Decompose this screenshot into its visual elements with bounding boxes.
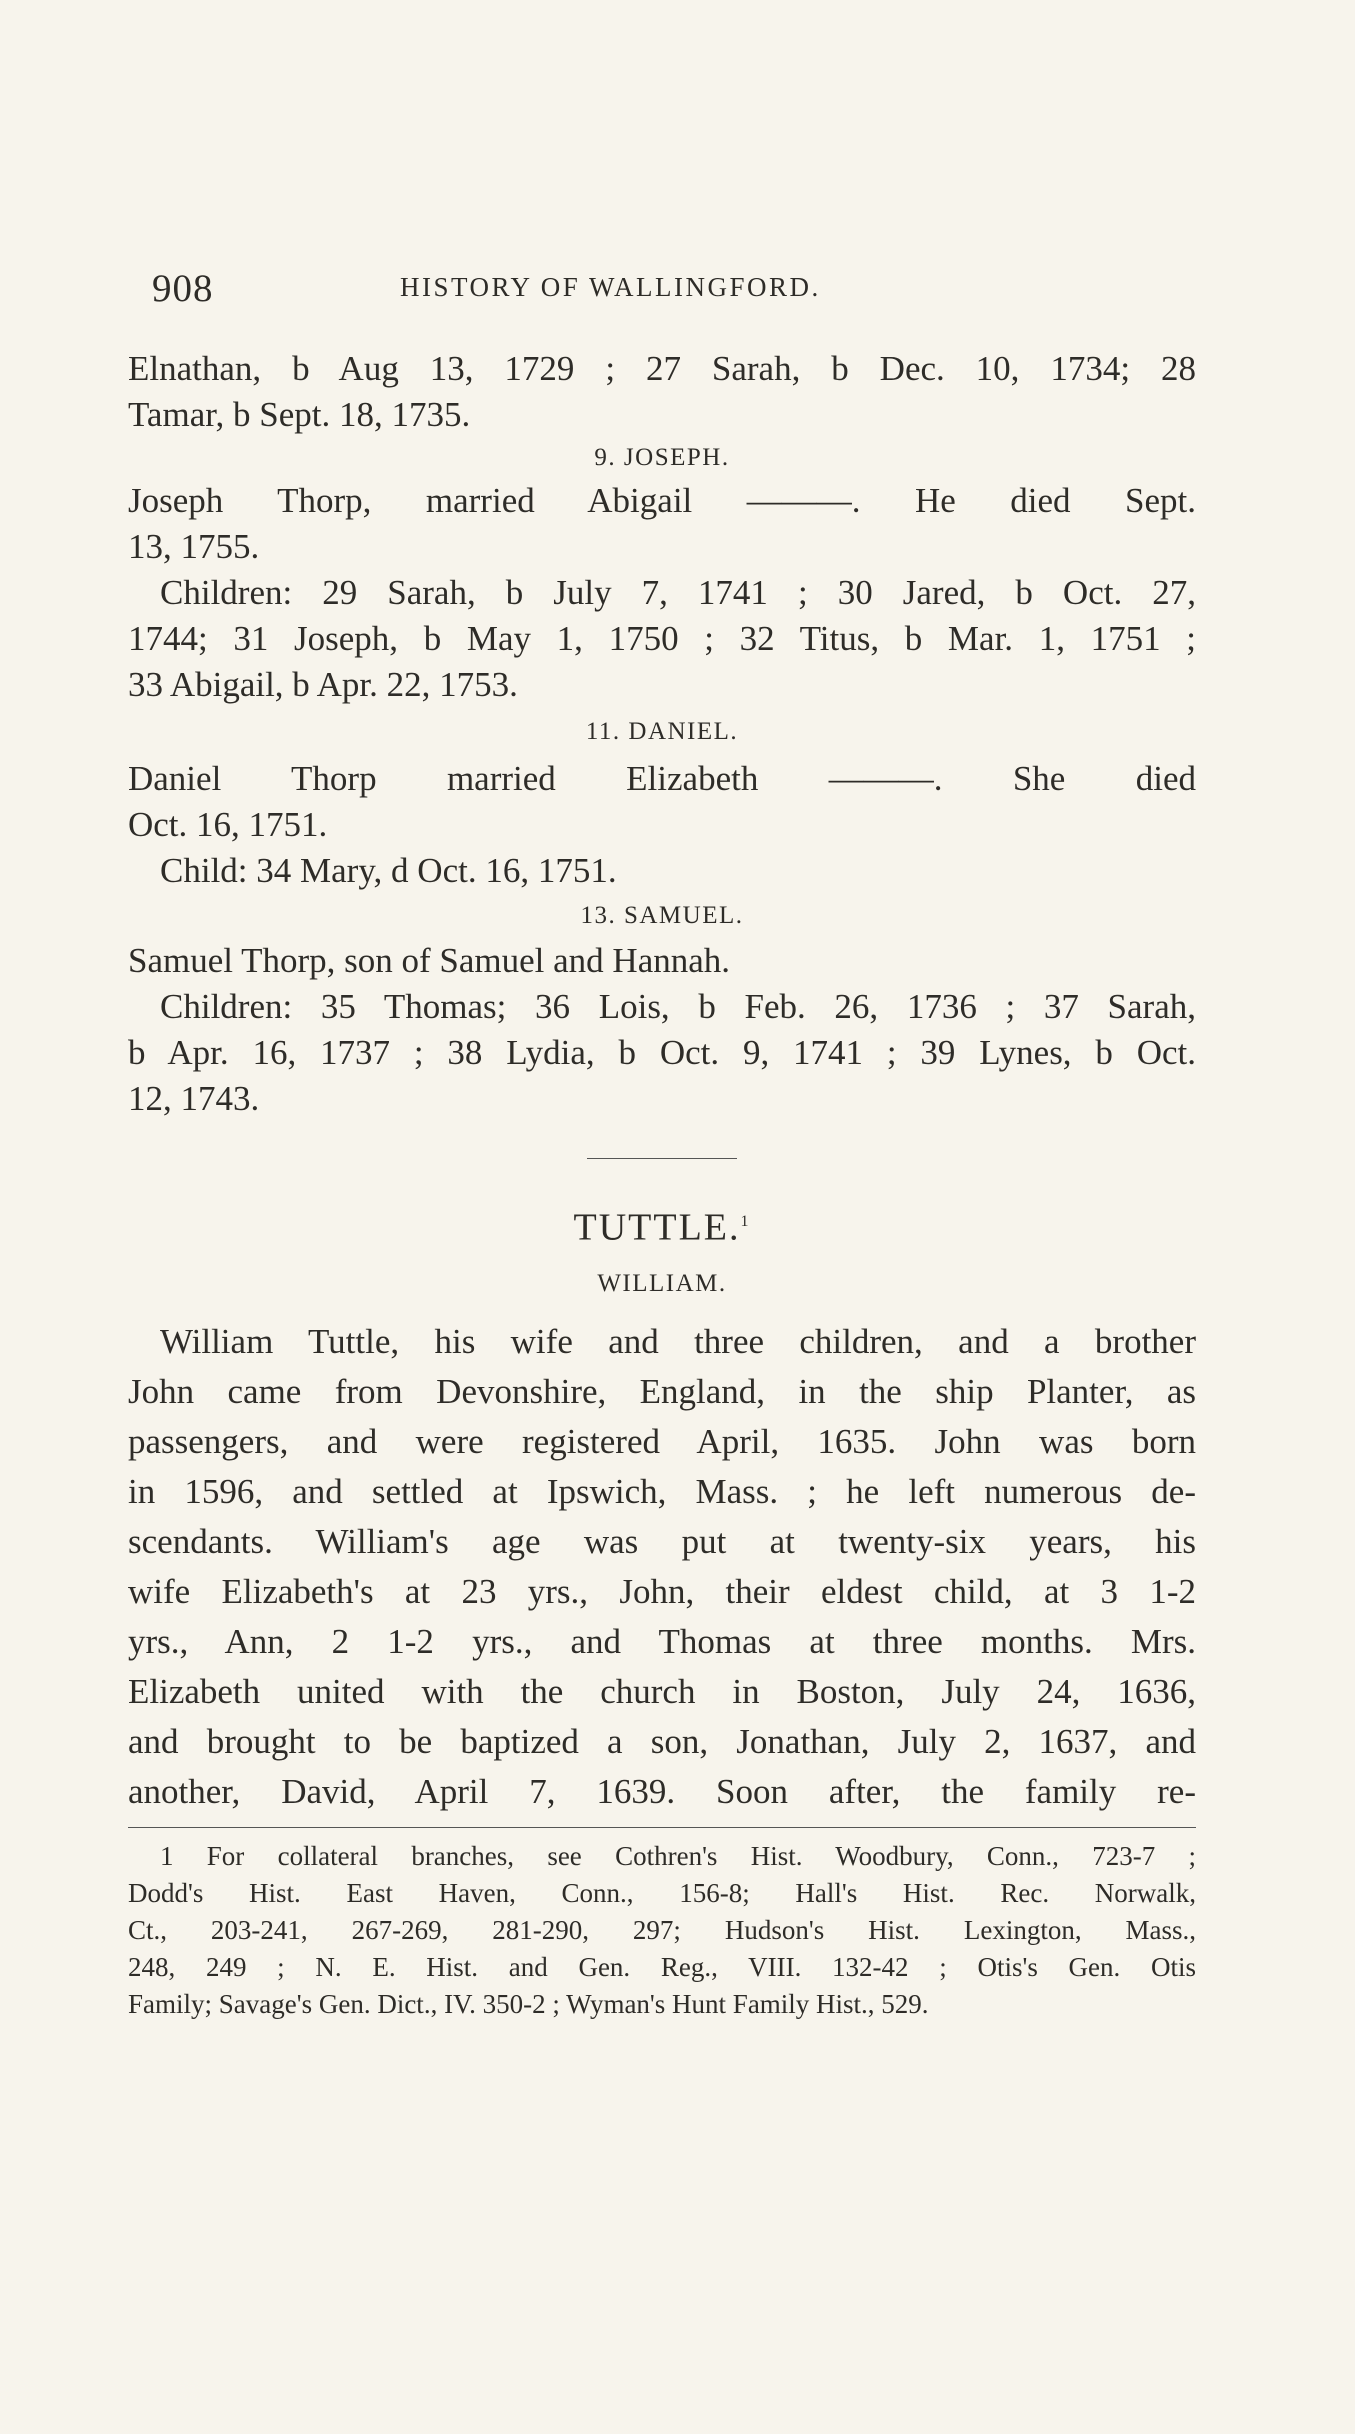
footnote [128, 1838, 1196, 2023]
text-line: Samuel Thorp, son of Samuel and Hannah. [128, 941, 731, 980]
text-line: William Tuttle, his wife and three children, and a brother [160, 1321, 1196, 1361]
text-line: yrs., Ann, 2 1-2 yrs., and Thomas at three months. Mrs. [128, 1621, 1196, 1661]
text-line: passengers, and were registered April, 1635. John was born [128, 1421, 1196, 1461]
section-heading-joseph: 9. JOSEPH. [594, 444, 730, 471]
page-number: 908 [152, 267, 214, 310]
text-line: scendants. William's age was put at twenty-six years, his [128, 1521, 1196, 1561]
text-line: 1744; 31 Joseph, b May 1, 1750 ; 32 Titus, b Mar. 1, 1751 ; [128, 619, 1196, 658]
footnote-mark: 1 [740, 1213, 751, 1230]
footnote-line: Ct., 203-241, 267-269, 281-290, 297; Hudson's Hist. Lexington, Mass., [128, 1914, 1196, 1945]
text-line: Oct. 16, 1751. [128, 805, 328, 844]
section-heading-daniel: 11. DANIEL. [585, 718, 739, 745]
text-line: Children: 35 Thomas; 36 Lois, b Feb. 26, 1736 ; 37 Sarah, [160, 987, 1196, 1026]
section-heading-samuel: 13. SAMUEL. [580, 902, 744, 929]
page-header [152, 266, 1212, 316]
text-line: Joseph Thorp, married Abigail ———. He died Sept. [128, 481, 1196, 520]
section-heading-william: WILLIAM. [597, 1269, 727, 1297]
footnote-line: 1 For collateral branches, see Cothren's Hist. Woodbury, Conn., 723-7 ; [160, 1840, 1196, 1871]
text-line: wife Elizabeth's at 23 yrs., John, their eldest child, at 3 1-2 [128, 1571, 1196, 1611]
text-line: Elnathan, b Aug 13, 1729 ; 27 Sarah, b Dec. 10, 1734; 28 [128, 349, 1196, 388]
text-line: b Apr. 16, 1737 ; 38 Lydia, b Oct. 9, 1741 ; 39 Lynes, b Oct. [128, 1033, 1196, 1072]
text-line: Elizabeth united with the church in Boston, July 24, 1636, [128, 1671, 1196, 1711]
text-line: Daniel Thorp married Elizabeth ———. She died [128, 759, 1196, 798]
text-line: 33 Abigail, b Apr. 22, 1753. [128, 665, 518, 704]
footnote-line: 248, 249 ; N. E. Hist. and Gen. Reg., VIII. 132-42 ; Otis's Gen. Otis [128, 1951, 1196, 1982]
text-line: and brought to be baptized a son, Jonathan, July 2, 1637, and [128, 1721, 1196, 1761]
footnote-line: Family; Savage's Gen. Dict., IV. 350-2 ; Wyman's Hunt Family Hist., 529. [128, 1988, 929, 2019]
text-line: 12, 1743. [128, 1079, 260, 1118]
text-line: John came from Devonshire, England, in the ship Planter, as [128, 1371, 1196, 1411]
section-title-tuttle [128, 1199, 1196, 1251]
running-title: HISTORY OF WALLINGFORD. [400, 272, 821, 302]
text-line: 13, 1755. [128, 527, 260, 566]
text-line: Tamar, b Sept. 18, 1735. [128, 395, 471, 434]
tuttle-title-text: TUTTLE. [573, 1206, 741, 1249]
text-line: another, David, April 7, 1639. Soon after, the family re- [128, 1771, 1196, 1811]
main-text [128, 346, 1196, 2023]
text-line: Children: 29 Sarah, b July 7, 1741 ; 30 Jared, b Oct. 27, [160, 573, 1196, 612]
footnote-line: Dodd's Hist. East Haven, Conn., 156-8; Hall's Hist. Rec. Norwalk, [128, 1877, 1196, 1908]
text-line: in 1596, and settled at Ipswich, Mass. ; he left numerous de- [128, 1471, 1196, 1511]
text-line: Child: 34 Mary, d Oct. 16, 1751. [160, 851, 617, 890]
